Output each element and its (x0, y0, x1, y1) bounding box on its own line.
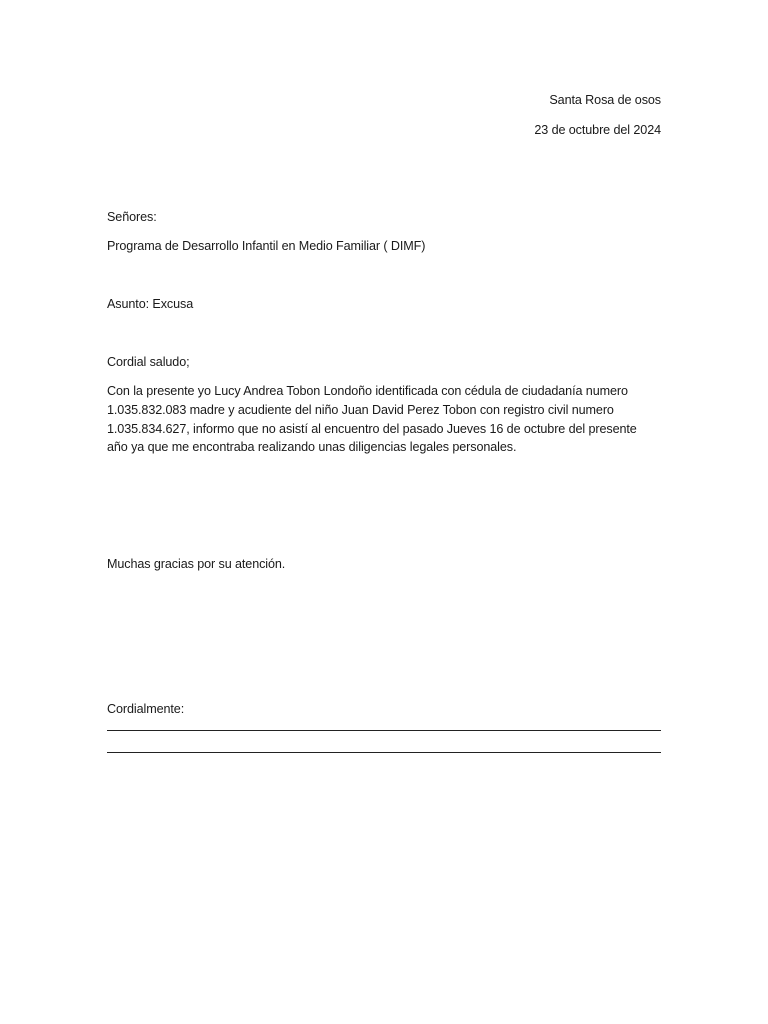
recipient-name: Programa de Desarrollo Infantil en Medio Familiar ( DIMF) (107, 239, 426, 253)
body-line: año ya que me encontraba realizando unas diligencias legales personales. (107, 440, 517, 455)
signature-line (107, 752, 661, 753)
letter-date: 23 de octubre del 2024 (534, 123, 661, 137)
body-paragraph (107, 382, 667, 457)
greeting: Cordial saludo; (107, 355, 190, 369)
signature-line (107, 730, 661, 731)
body-line: 1.035.832.083 madre y acudiente del niño Juan David Perez Tobon con registro civil numero (107, 402, 614, 417)
subject-line: Asunto: Excusa (107, 297, 194, 311)
body-line: 1.035.834.627, informo que no asistí al encuentro del pasado Jueves 16 de octubre del presente (107, 421, 637, 436)
body-line: Con la presente yo Lucy Andrea Tobon Londoño identificada con cédula de ciudadanía numero (107, 384, 628, 398)
closing: Cordialmente: (107, 702, 185, 716)
letter-place: Santa Rosa de osos (549, 93, 661, 107)
salutation-to: Señores: (107, 210, 157, 224)
thanks-line: Muchas gracias por su atención. (107, 557, 286, 571)
